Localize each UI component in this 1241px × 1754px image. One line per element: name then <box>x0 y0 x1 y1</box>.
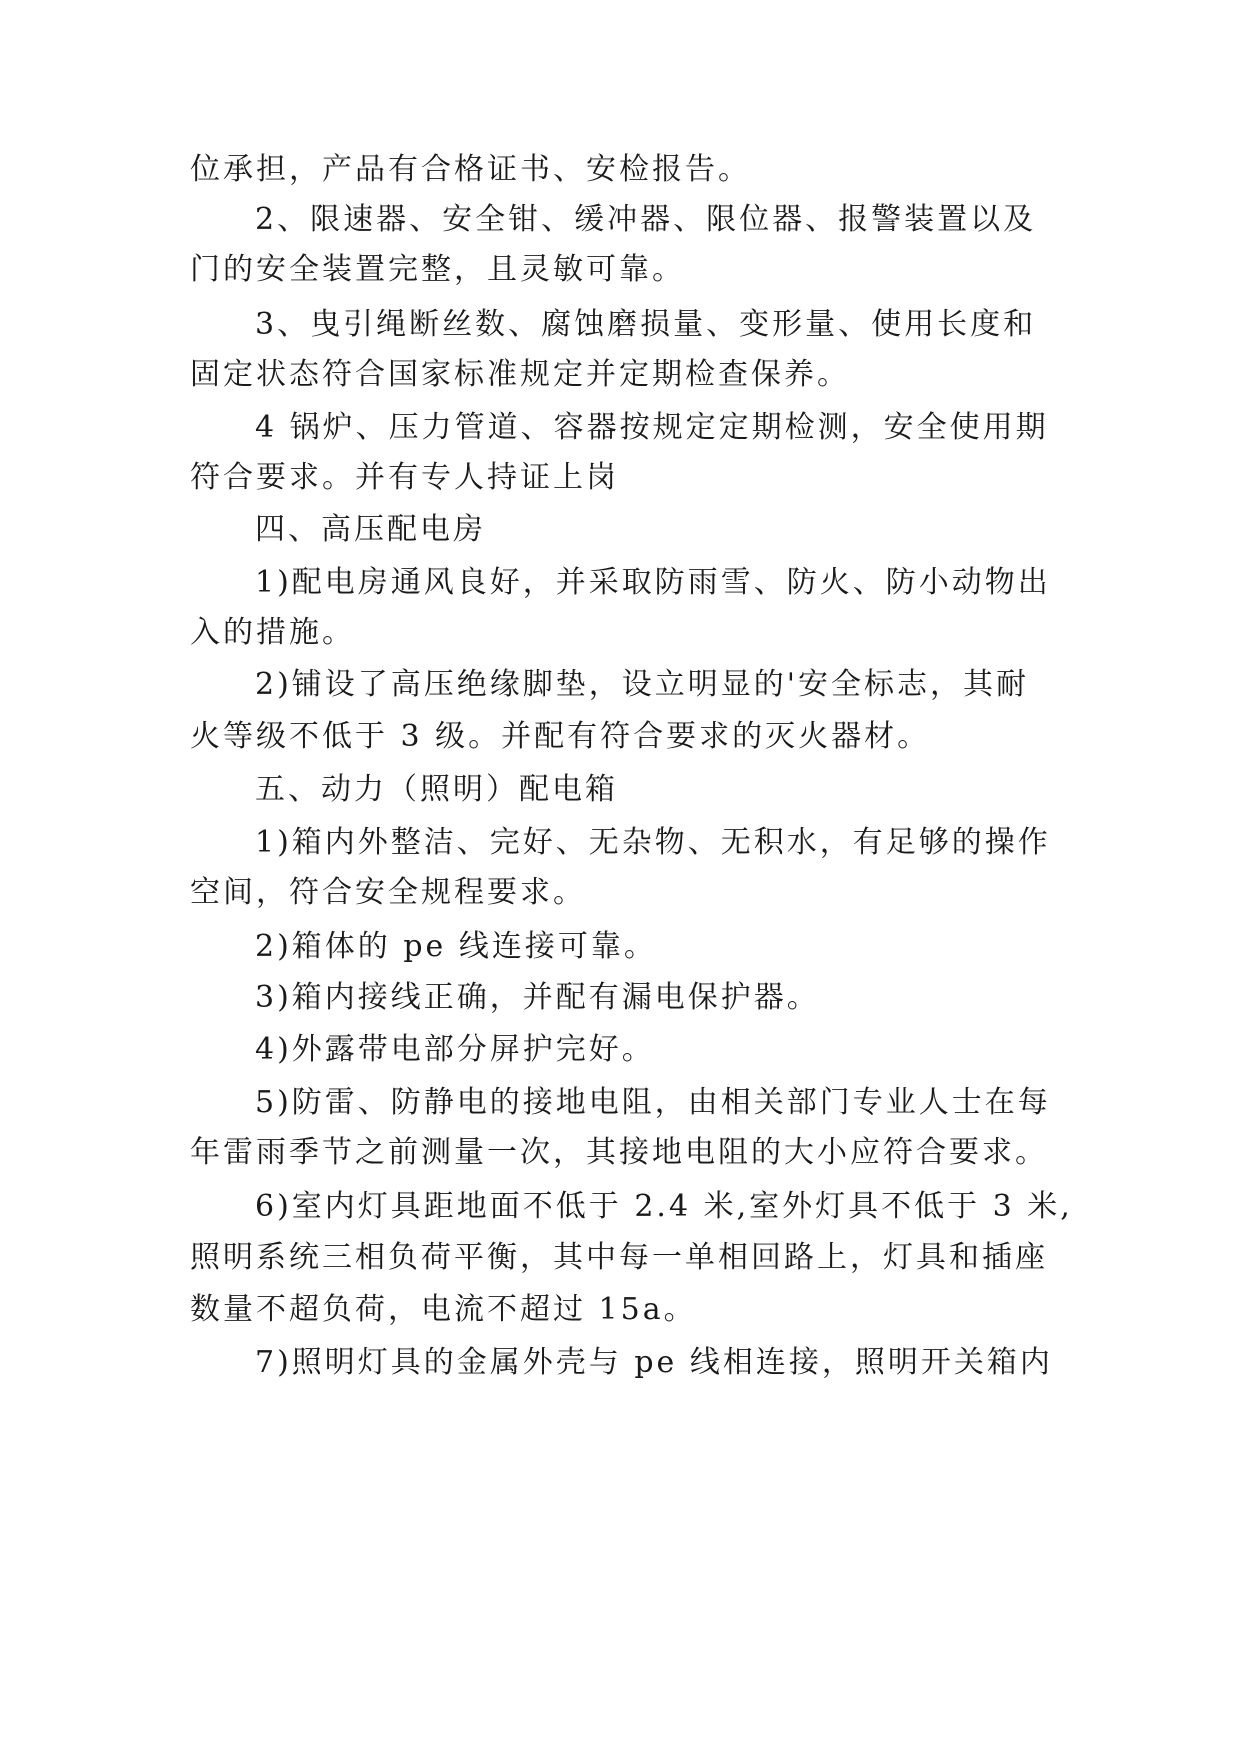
paragraph-line: 3、曳引绳断丝数、腐蚀磨损量、变形量、使用长度和 <box>255 307 1037 342</box>
paragraph-line: 7)照明灯具的金属外壳与 pe 线相连接，照明开关箱内 <box>255 1345 1053 1380</box>
paragraph-line: 位承担，产品有合格证书、安检报告。 <box>190 152 751 187</box>
paragraph-line: 固定状态符合国家标准规定并定期检查保养。 <box>190 357 850 392</box>
paragraph-line: 3)箱内接线正确，并配有漏电保护器。 <box>255 980 820 1015</box>
paragraph-line: 符合要求。并有专人持证上岗 <box>190 460 619 495</box>
paragraph-line: 火等级不低于 3 级。并配有符合要求的灭火器材。 <box>190 719 931 754</box>
paragraph-line: 空间，符合安全规程要求。 <box>190 875 586 910</box>
paragraph-line: 4)外露带电部分屏护完好。 <box>255 1032 655 1067</box>
paragraph-line: 1)配电房通风良好，并采取防雨雪、防火、防小动物出 <box>255 565 1051 600</box>
section-heading: 五、动力（照明）配电箱 <box>255 772 618 807</box>
paragraph-line: 入的措施。 <box>190 615 355 650</box>
paragraph-line: 2)箱体的 pe 线连接可靠。 <box>255 929 657 964</box>
paragraph-line: 年雷雨季节之前测量一次，其接地电阻的大小应符合要求。 <box>190 1135 1048 1170</box>
paragraph-line: 6)室内灯具距地面不低于 2.4 米,室外灯具不低于 3 米, <box>255 1189 1073 1224</box>
paragraph-line: 2、限速器、安全钳、缓冲器、限位器、报警装置以及 <box>255 202 1037 237</box>
section-heading: 四、高压配电房 <box>255 512 486 547</box>
paragraph-line: 照明系统三相负荷平衡，其中每一单相回路上，灯具和插座 <box>190 1240 1048 1275</box>
paragraph-line: 2)铺设了高压绝缘脚垫，设立明显的'安全标志，其耐 <box>255 667 1030 702</box>
paragraph-line: 门的安全装置完整，且灵敏可靠。 <box>190 252 685 287</box>
paragraph-line: 数量不超负荷，电流不超过 15a。 <box>190 1292 697 1327</box>
paragraph-line: 4 锅炉、压力管道、容器按规定定期检测，安全使用期 <box>255 410 1049 445</box>
paragraph-line: 5)防雷、防静电的接地电阻，由相关部门专业人士在每 <box>255 1085 1051 1120</box>
paragraph-line: 1)箱内外整洁、完好、无杂物、无积水，有足够的操作 <box>255 825 1051 860</box>
